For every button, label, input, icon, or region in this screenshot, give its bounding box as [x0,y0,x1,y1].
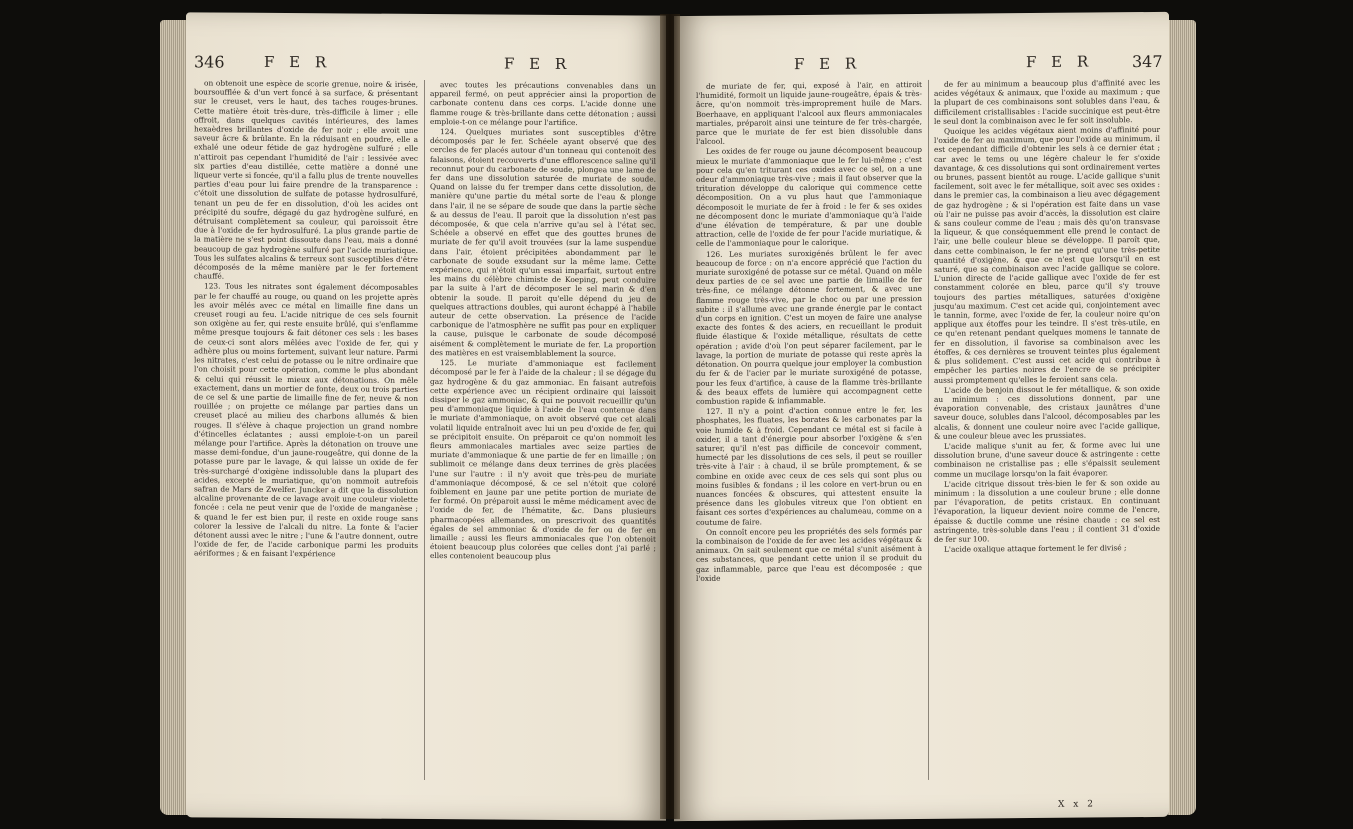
paragraph: 125. Le muriate d'ammoniaque est facilement décomposé par le fer à l'aide de la chaleur ; il se dégage du gaz hydrogène & du gaz ammoniac. En faisant autrefois cette expérience avec un récipient ordinaire qui laissoit dissiper le gaz ammoniac, & qui ne pouvoit recueillir qu'un peu d'ammoniaque liquide à l'aide de l'eau contenue dans le muriate d'ammoniaque, on avoit observé que cet alcali volatil liquide entraînoit avec lui un peu d'oxide de fer, qui se précipitoit ensuite. On préparoit ce qu'on nommoit les fleurs ammoniacales martiales avec seize parties de muriate d'ammoniaque & une partie de fer en limaille ; on sublimoit ce mélange dans deux terrines de grès placées l'une sur l'autre : il n'y avoit que très-peu de muriate d'ammoniaque décomposé, & ce sel n'étoit que coloré foiblement en jaune par une petite portion de muriate de fer formé. On préparoit aussi le même médicament avec de l'oxide de fer, de l'hématite, &c. Dans plusieurs pharmacopées allemandes, on prescrivoit des quantités égales de sel ammoniac & d'oxide de fer ou de fer en limaille ; aussi les fleurs ammoniacales que l'on obtenoit étoient beaucoup plus colorées que celles dont j'ai parlé ; elles contenoient beaucoup plus [430,358,656,562]
paragraph: 127. Il n'y a point d'action connue entre le fer, les phosphates, les fluates, les borates & les carbonates par la voie humide & à froid. Cependant ce métal est si facile à oxider, il a tant d'énergie pour absorber l'oxigène & s'en saturer, qu'il n'est pas difficile de concevoir comment, humecté par les dissolutions de ces sels, il peut se rouiller très-vite à l'air : à chaud, il se brûle promptement, & se combine en oxide avec ceux de ces sels qui sont plus ou moins fusibles & fondans ; il les colore en vert-brun ou en nuances foncées & obscures, qui attestent ensuite la présence dans les globules vitreux que l'on obtient en faisant ces sortes d'expériences au chalumeau, comme on a coutume de faire. [696,405,922,527]
right-column-1 [696,80,922,583]
right-running-head-2: F E R [1026,52,1094,72]
paragraph: 123. Tous les nitrates sont également décomposables par le fer chauffé au rouge, ou quand on les projette après les avoir mêlés avec ce métal en limaille fine dans un creuset rougi au feu. L'acide nitrique de ces sels fournit son oxigène au fer, qui reste ensuite brûlé, qui s'enflamme même presque toujours & fait détoner ces sels : les bases de ceux-ci sont alors mêlées avec l'oxide de fer, qui y adhère plus ou moins fortement, suivant leur nature. Parmi les nitrates, c'est celui de potasse ou le nitre ordinaire que l'on choisit pour cette opération, comme le plus abondant & celui qui réussit le mieux aux détonations. On mêle exactement, dans un mortier de fonte, deux ou trois parties de ce sel & une partie de limaille fine de fer, neuve & non rouillée ; on projette ce mélange par parties dans un creuset placé au milieu des charbons allumés & bien rouges. Il s'élève à chaque projection un grand nombre d'étincelles éclatantes ; aussi emploie-t-on un pareil mélange pour l'artifice. Après la détonation on trouve une masse demi-fondue, d'un jaune-rougeâtre, qui donne de la potasse pure par le lavage, & qui laisse un oxide de fer très-surchargé d'oxigène indissoluble dans la plupart des acides, excepté le muriatique, qu'on nommoit autrefois safran de Mars de Zwelfer. Juncker a dit que la dissolution alcaline provenante de ce lavage avoit une couleur violette foncée : cela ne peut venir que de l'oxide de manganèse ; & quand le fer est bien pur, il reste en oxide rouge sans colorer la lessive de l'alcali du nitre. La fonte & l'acier détonent aussi avec le nitre ; l'une & l'autre donnent, outre l'oxide de fer, de l'acide carbonique parmi les produits aériformes ; & en faisant l'expérience [194,281,418,559]
paragraph: on obtenoit une espèce de scorie grenue, noire & irisée, boursoufflée & d'un vert foncé à sa surface, & présentant sur le creuset, vers le haut, des taches rouges-brunes. Cette matière étoit très-dure, très-difficile à limer ; elle offroit, dans quelques cavités intérieures, des lames hexaèdres brillantes d'oxide de fer noir ; elle avoit une saveur âcre & brûlante. En la réduisant en poudre, elle a exhalé une odeur fétide de gaz hydrogène sulfuré ; elle n'attiroit pas cependant l'humidité de l'air : lessivée avec six parties d'eau distillée, cette matière a donné une liqueur verte si foncée, qu'il a fallu plus de trente nouvelles parties d'eau pour lui faire prendre de la transparence : c'étoit une dissolution de sulfate de potasse hydrosulfuré, tenant un peu de fer en dissolution, d'où les acides ont précipité du soufre, dégagé du gaz hydrogène sulfuré, en détruisant complètement sa couleur, qui paroissoit être due à l'oxide de fer hydrosulfuré. La plus grande partie de la matière ne s'est point dissoute dans l'eau, mais a donné beaucoup de gaz hydrogène sulfuré par l'acide muriatique. Tous les sulfates alcalins & terreux sont susceptibles d'être décomposés de la même manière par le fer fortement chauffé. [194,78,418,281]
right-page-number: 347 [1132,51,1163,72]
paragraph: Quoique les acides végétaux aient moins d'affinité pour l'oxide de fer au maximum, que pour l'oxide au minimum, il est cependant difficile d'obtenir les sels à ce dernier état ; car avec le tems ou une légère chaleur le fer s'oxide davantage, & ces dissolutions qui sont ordinairement vertes ou brunes, passent bientôt au rouge. L'acide gallique s'unit facilement, soit avec le fer métallique, soit avec ses oxides : dans le premier cas, la combinaison a lieu avec dégagement de gaz hydrogène ; & si l'opération est faite dans un vase où l'air ne puisse pas avoir d'accès, la dissolution est claire & sans couleur comme de l'eau ; mais dès qu'on transvase la liqueur, & que conséquemment elle prend le contact de l'air, une belle couleur bleue se développe. Il paroît que, dans cette combinaison, le fer ne prend qu'une très-petite quantité d'oxigène, & que ce n'est que lorsqu'il en est saturé, que sa combinaison avec l'acide gallique se colore. L'union directe de l'acide gallique avec l'oxide de fer est constamment colorée en bleu, parce qu'il s'y trouve toujours des parties métalliques, saturées d'oxigène jusqu'au maximum. C'est cet acide qui, conjointement avec le tannin, forme, avec l'oxide de fer, la couleur noire qu'on applique aux étoffes pour les teindre. Il s'est très-utile, en ce qu'en retenant pendant quelques momens le tannate de fer en dissolution, il favorise sa combinaison avec les étoffes, & ces dernières se trouvent teintes plus également & plus solidement. C'est aussi cet acide qui contribue à empêcher les parties noires de l'encre de se précipiter aussi promptement qu'elles le feroient sans cela. [934,124,1160,385]
paragraph: L'acide oxalique attaque fortement le fer divisé ; [944,543,1127,554]
paragraph: Les oxides de fer rouge ou jaune décomposent beaucoup mieux le muriate d'ammoniaque que le fer lui-même ; c'est pour cela qu'en triturant ces oxides avec ce sel, on a une odeur d'ammoniaque très-vive ; mais il faut observer que la trituration développe du calorique qui commence cette décomposition. On a vu plus haut que l'ammoniaque décomposoit le muriate de fer à froid : le fer & ses oxides ne décomposent donc le muriate d'ammoniaque qu'à l'aide d'une élévation de température, & par une double attraction, celle de l'oxide de fer pour l'acide muriatique, & celle de l'ammoniaque pour le calorique. [696,145,922,249]
paragraph: On connoît encore peu les propriétés des sels formés par la combinaison de l'oxide de fer avec les acides végétaux & animaux. On sait seulement que ce métal s'unit aisément à ces substances, que pendant cette union il se produit du gaz inflammable, parce que l'eau est décomposée ; que l'oxide [696,525,922,583]
paragraph: de fer au minimum a beaucoup plus d'affinité avec les acides végétaux & animaux, que l'oxide au maximum ; que la plupart de ces combinaisons sont solubles dans l'eau, & difficilement cristallisables : l'acide succinique est peut-être le seul dont la combinaison avec le fer soit insoluble. [934,77,1160,126]
right-page [674,12,1169,821]
right-running-head-1: F E R [794,54,862,74]
paragraph: 124. Quelques muriates sont susceptibles d'être décomposés par le fer. Schéele ayant observé que des cercles de fer placés autour d'un tonneau qui contenoit des falaisons, étoient recouverts d'une efflorescence saline qu'il reconnut pour du carbonate de soude, plongea une lame de fer dans une dissolution saturée de muriate de soude. Quand on laisse du fer tremper dans cette dissolution, de manière qu'une partie du métal sorte de l'eau & plonge dans l'air, il ne se sépare de soude que dans la partie sèche & au dessus de l'eau. Il paroit que la dissolution n'est pas décomposée, & que cela n'arrive qu'au sel à l'état sec. Schéele a observé en effet que des gouttes brunes de muriate de fer qu'il avoit trouvées (sur la lame suspendue dans l'air, étoient précipitées abondamment par le carbonate de soude exsudant sur la même lame. Cette expérience, qui n'étoit qu'un essai imparfait, surtout entre les mains du célèbre chimiste de Koeping, peut conduire par la suite à l'art de décomposer le sel marin & d'en obtenir la soude. Il paroit qu'elle dépend du jeu de quelques attractions doubles, qui auront échappé à l'habile auteur de cette observation. La présence de l'acide carbonique de l'atmosphère ne suffit pas pour en expliquer la cause, puisque le carbonate de soude décomposé aisément & complètement le muriate de fer. La proportion des matières en est vraisemblablement la source. [430,127,656,359]
left-column-1 [194,78,418,559]
left-page-number: 346 [194,52,225,72]
paragraph: de muriate de fer, qui, exposé à l'air, en attiroit l'humidité, formoit un liquide jaune-rougeâtre, épais & très-âcre, qu'on nommoit très-improprement huile de Mars. Boerhaave, en appliquant l'alcool aux fleurs ammoniacales martiales, préparoit ainsi une teinture de fer très-chargée, parce que le muriate de fer est bien dissoluble dans l'alcool. [696,79,922,147]
left-page-edges [160,20,188,815]
paragraph: 126. Les muriates suroxigénés brûlent le fer avec beaucoup de force : on n'a encore apprécié que l'action du muriate suroxigéné de potasse sur ce métal. Quand on mêle deux parties de ce sel avec une partie de limaille de fer très-fine, ce mélange détonne fortement, & avec une flamme rouge très-vive, par le choc ou par une pression subite : il s'allume avec une grande énergie par le contact d'un corps en ignition. C'est un moyen de faire une analyse exacte des fontes & des aciers, en recueillant le produit fluide élastique & l'oxide métallique, résultats de cette opération ; avide d'où l'on peut séparer facilement, par le lavage, la portion de muriate de potasse qui reste après la détonation. On pourra quelque jour employer la combustion du fer & de l'acier par le muriate suroxigéné de potasse, pour les feux d'artifice, à cause de la flamme très-brillante & des beaux effets de lumière qui accompagnent cette combustion rapide & infiammable. [696,247,922,406]
book-gutter [660,14,680,819]
paragraph: avec toutes les précautions convenables dans un appareil fermé, on peut apprécier ainsi la proportion de carbonate contenu dans ces corps. L'acide donne une flamme rouge & très-brillante dans cette détonation ; aussi emploie-t-on ce mélange pour l'artifice. [430,80,656,127]
column-rule [424,80,425,780]
left-page [186,12,666,820]
left-running-head-2: F E R [504,54,572,74]
paragraph: L'acide malique s'unit au fer, & forme avec lui une dissolution brune, d'une saveur douce & astringente : cette combinaison ne cristallise pas ; elle s'épaissit seulement comme un mucilage lorsqu'on la fait évaporer. [934,439,1160,479]
paragraph: L'acide citrique dissout très-bien le fer & son oxide au minimum : la dissolution a une couleur brune ; elle donne par l'évaporation, de petits cristaux. En continuant l'évaporation, la liqueur devient noire comme de l'encre, épaisse & ductile comme une résine chaude : ce sel est astringente, très-soluble dans l'eau ; il contient 31 d'oxide de fer sur 100. [934,477,1160,544]
column-rule [928,80,929,780]
left-column-2 [430,80,656,562]
left-running-head-1: F E R [264,52,332,72]
right-column-2 [934,78,1160,554]
right-page-edges [1168,20,1196,815]
paragraph: L'acide de benjoin dissout le fer métallique, & son oxide au minimum : ces dissolutions donnent, par une évaporation convenable, des cristaux jaunâtres d'une saveur douce, solubles dans l'alcool, décomposables par les alcalis, & donnent une couleur noire avec l'acide gallique, & une couleur bleue avec les prussiates. [934,383,1160,441]
signature-mark: X x 2 [1058,799,1096,810]
